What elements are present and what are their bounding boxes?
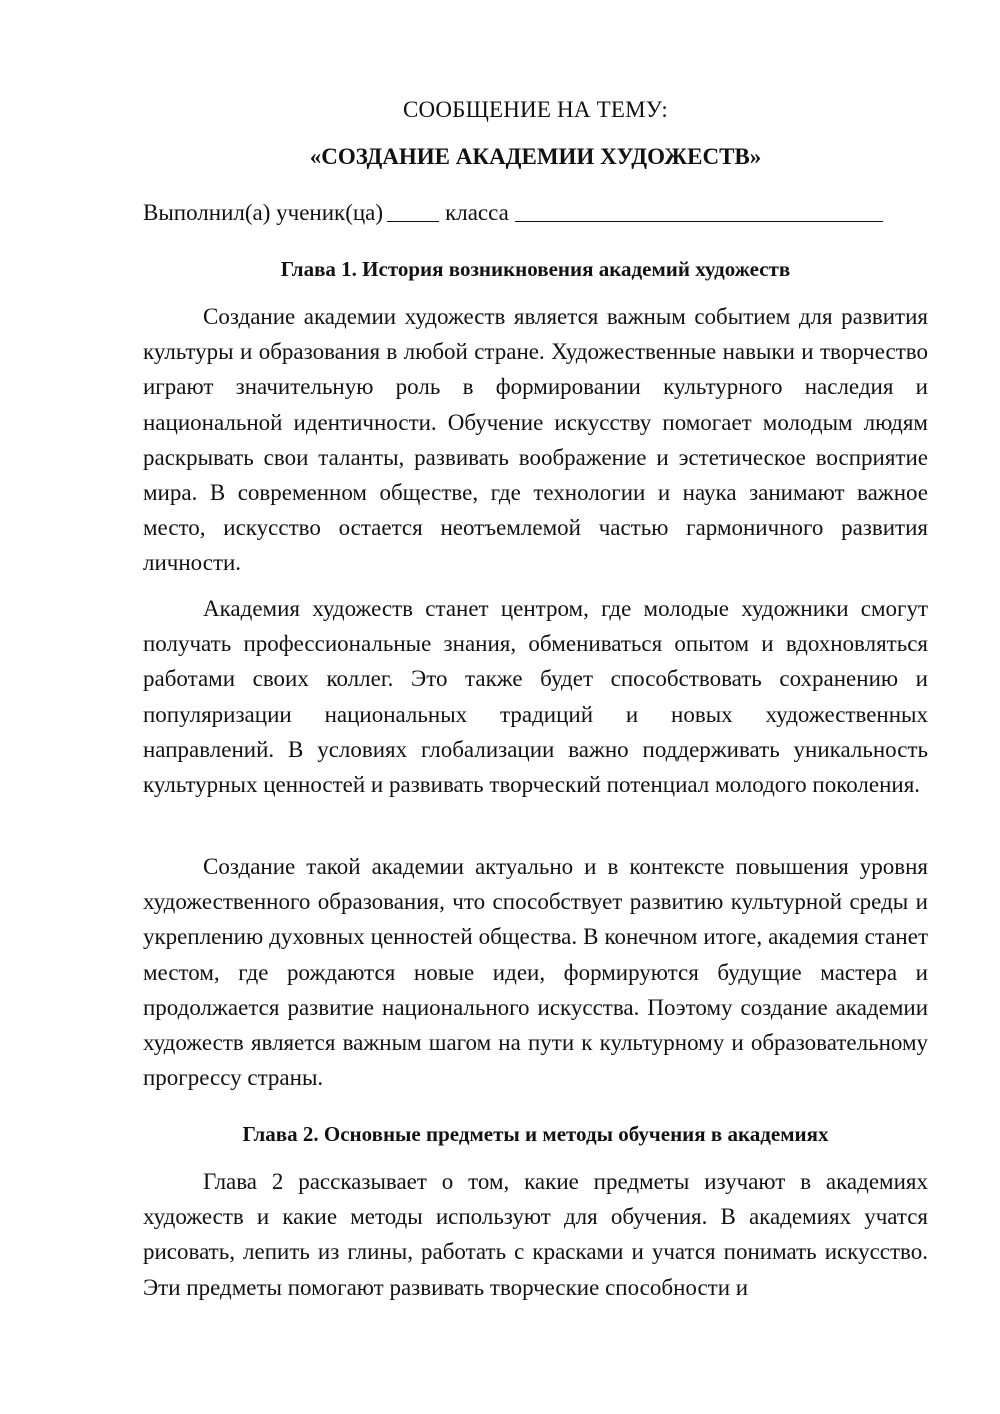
document-title-line-1: СООБЩЕНИЕ НА ТЕМУ: <box>403 97 668 122</box>
author-name-blank <box>515 199 883 222</box>
class-label: класса <box>445 200 509 225</box>
class-number-blank <box>387 199 439 222</box>
author-prefix: Выполнил(а) ученик(ца) <box>143 200 384 225</box>
chapter-1-heading: Глава 1. История возникновения академий художеств <box>280 257 791 281</box>
chapter-1-paragraph-3: Создание такой академии актуально и в контексте повышения уровня художественного образования, что способствует развитию культурной среды и укреплению духовных ценностей общества. В конечном итоге, академия станет местом, где рождаются новые идеи, формируются будущие мастера и продолжается развитие национального искусства. Поэтому создание академии художеств является важным шагом на пути к культурному и образовательному прогрессу страны. <box>143 854 928 1091</box>
chapter-1-paragraph-1: Создание академии художеств является важным событием для развития культуры и образования в любой стране. Художественные навыки и творчество играют значительную роль в формировании культурного наследия и национальной идентичности. Обучение искусству помогает молодым людям раскрывать свои таланты, развивать воображение и эстетическое восприятие мира. В современном обществе, где технологии и наука занимают важное место, искусство остается неотъемлемой частью гармоничного развития личности. <box>143 304 928 576</box>
chapter-1-paragraph-2: Академия художеств станет центром, где молодые художники смогут получать профессиональные знания, обмениваться опытом и вдохновляться работами своих коллег. Это также будет способствовать сохранению и популяризации национальных традиций и новых художественных направлений. В условиях глобализации важно поддерживать уникальность культурных ценностей и развивать творческий потенциал молодого поколения. <box>143 596 928 798</box>
chapter-2-paragraph-1: Глава 2 рассказывает о том, какие предметы изучают в академиях художеств и какие методы используют для обучения. В академиях учатся рисовать, лепить из глины, работать с красками и учатся понимать искусство. Эти предметы помогают развивать творческие способности и <box>143 1169 928 1300</box>
document-title-line-2: «СОЗДАНИЕ АКАДЕМИИ ХУДОЖЕСТВ» <box>309 144 762 169</box>
author-line <box>143 197 928 228</box>
chapter-2-heading: Глава 2. Основные предметы и методы обучения в академиях <box>242 1122 829 1146</box>
